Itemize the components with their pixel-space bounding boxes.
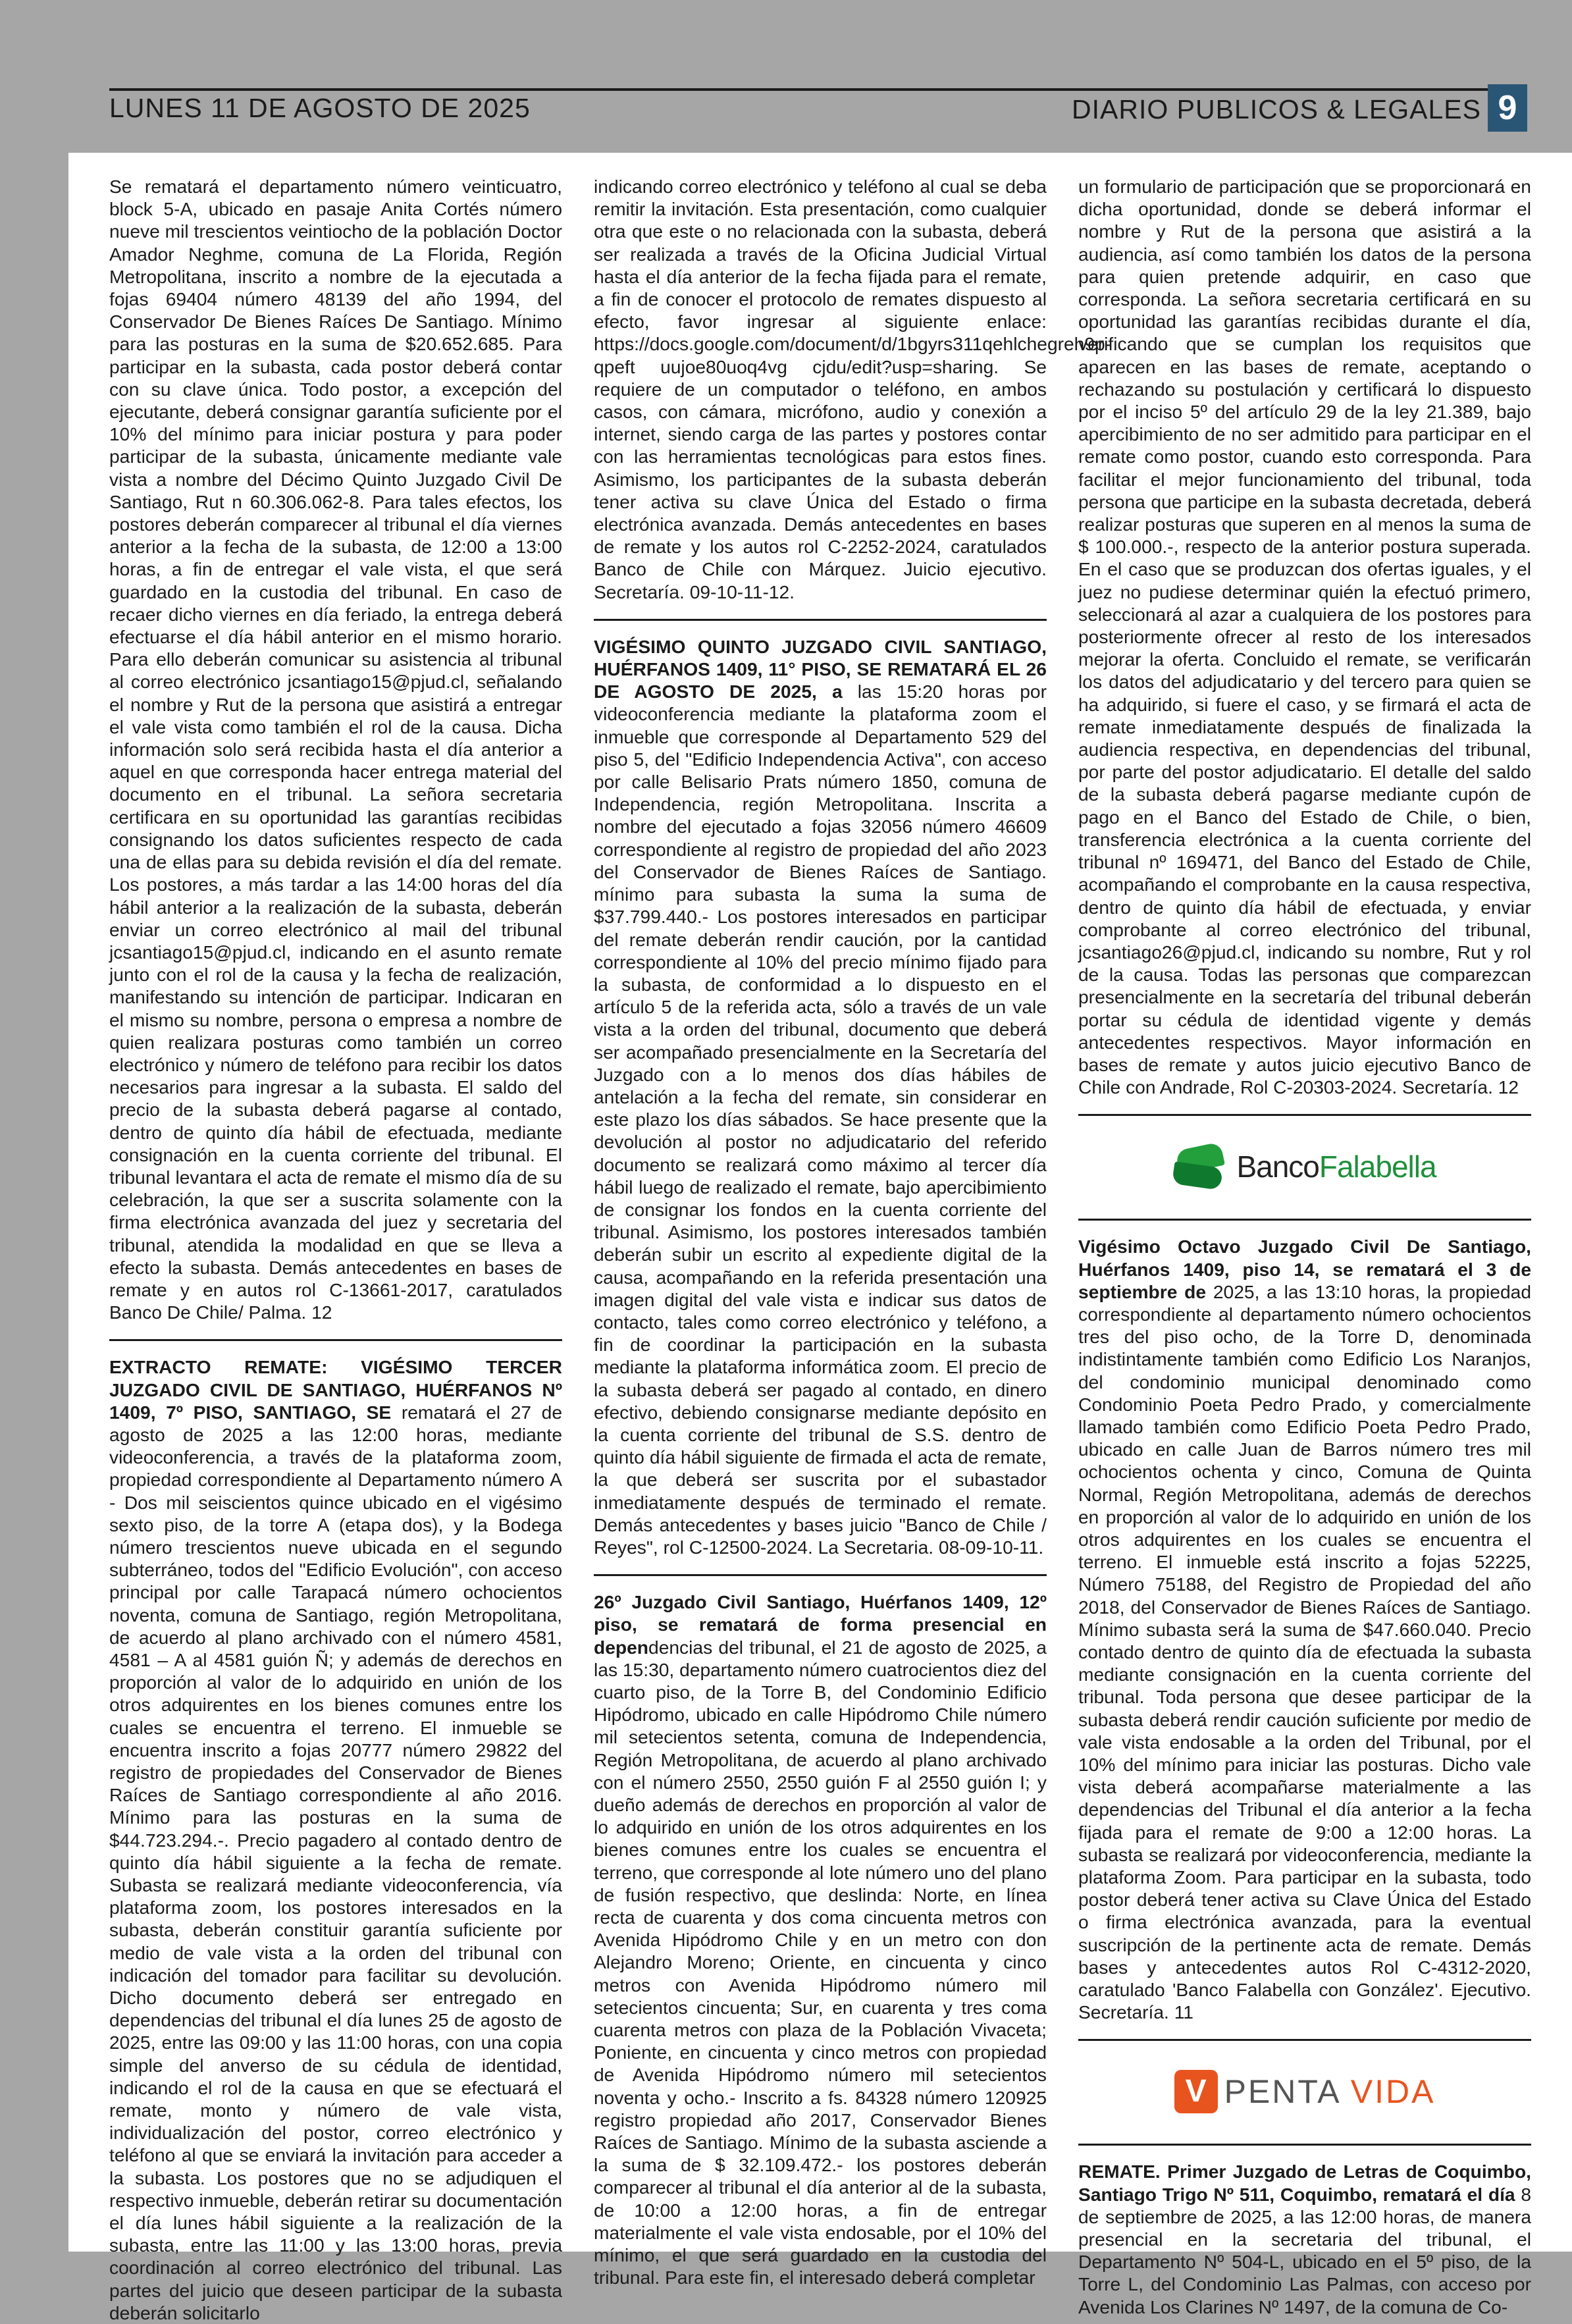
column-1: [109, 175, 562, 2323]
penta-vida-logo: [1174, 2070, 1436, 2113]
header-publication: DIARIO PUBLICOS & LEGALES: [1072, 94, 1481, 124]
separator: [109, 1339, 562, 1341]
notice-6: un formulario de participación que se proporcionará en dicha oportunidad, donde se deberá informar el nombre y Rut de la persona que asistirá a la audiencia, así como también los datos de la persona para quien pretende adquirir, en caso que corresponda. La señora secretaria certificará en su oportunidad las garantías recibidas durante el día, verificando que se cumplan los requisitos que aparecen en las bases de remate, aceptando o rechazando su postulación y certificará lo dispuesto por el inciso 5º del artículo 29 de la ley 21.389, bajo apercibimiento de no ser admitido para participar en el remate como postor, cuando esto corresponda. Para facilitar el mejor funcionamiento del tribunal, toda persona que participe en la subasta decretada, deberá realizar posturas que superen en al menos la suma de $ 100.000.-, respecto de la anterior postura superada. En el caso que se produzcan dos ofertas iguales, y el juez no pudiese determinar quién la efectuó primero, seleccionará al azar a cualquiera de los postores para posteriormente ofrecer al resto de los interesados mejorar la oferta. Concluido el remate, se verificarán los datos del adjudicatario y del tercero para quien se ha adquirido, si fuere el caso, y se firmará el acta de remate inmediatamente después de finalizada la audiencia respectiva, en dependencias del tribunal, por parte del postor adjudicatario. El detalle del saldo de la subasta deberá pagarse mediante cupón de pago en el Banco del Estado de Chile, o bien, transferencia electrónica a la cuenta corriente del tribunal nº 169471, del Banco del Estado de Chile, acompañando el comprobante en la causa respectiva, dentro de quinto día hábil de efectuada, y enviar comprobante al correo electrónico del tribunal, jcsantiago26@pjud.cl, indicando su nombre, Rut y rol de la causa. Todas las personas que comparezcan presencialmente en la secretaría del tribunal deberán portar su cédula de identidad vigente y demás antecedentes respectivos. Mayor información en bases de remate y autos juicio ejecutivo Banco de Chile con Andrade, Rol C-20303-2024. Secretaría. 12: [1078, 176, 1531, 1098]
notice-3: indicando correo electrónico y teléfono al cual se deba remitir la invitación. Esta presentación, como cualquier otra que este o no relacionada con la subasta, deberá ser realizada a través de la Oficina Judicial Virtual hasta el día anterior de la fecha fijada para el remate, a fin de conocer el protocolo de remates dispuesto al efecto, favor ingresar al siguiente enlace: https://docs.google.com/document/d/1bgyrs311qehlchegreh9p-qpeft uujoe80uoq4vg cjdu/edit?usp=sharing. Se requiere de un computador o teléfono, en ambos casos, con cámara, micrófono, audio y conexión a internet, siendo carga de las partes y postores contar con las herramientas tecnológicas para estos fines. Asimismo, los participantes de la subasta deberán tener activa su clave Única del Estado o firma electrónica avanzada. Demás antecedentes en bases de remate y los autos rol C-2252-2024, caratulados Banco de Chile con Márquez. Juicio ejecutivo. Secretaría. 09-10-11-12.: [594, 176, 1112, 602]
separator: [594, 1574, 1047, 1576]
column-2: [594, 175, 1112, 2288]
separator: [594, 619, 1047, 621]
banco-falabella-ad: [1078, 1130, 1531, 1203]
separator: [1078, 1219, 1531, 1221]
notice-1: Se rematará el departamento número veinticuatro, block 5-A, ubicado en pasaje Anita Cortés número nueve mil trescientos veintiocho de la población Doctor Amador Neghme, comuna de La Florida, Región Metropolitana, inscrito a nombre de la ejecutada a fojas 69404 número 48139 del año 1994, del Conservador De Bienes Raíces De Santiago. Mínimo para las posturas en la suma de $20.652.685. Para participar en la subasta, cada postor deberá contar con su clave única. Todo postor, a excepción del ejecutante, deberá consignar garantía suficiente por el 10% del mínimo para iniciar postura y para poder participar de la subasta, únicamente mediante vale vista a nombre del Décimo Quinto Juzgado Civil De Santiago, Rut n 60.306.062-8. Para tales efectos, los postores deberán comparecer al tribunal el día viernes anterior a la fecha de la subasta, de 12:00 a 13:00 horas, a fin de entregar el vale vista, el que será guardado en la custodia del tribunal. En caso de recaer dicho viernes en día feriado, la entrega deberá efectuarse el día hábil anterior en el mismo horario. Para ello deberán comunicar su asistencia al tribunal al correo electrónico jcsantiago15@pjud.cl, señalando el nombre y Rut de la persona que asistirá a entregar el vale vista como también el rol de la causa. Dicha información solo será recibida hasta el día anterior a aquel en que corresponda hacer entrega material del documento en el tribunal. La señora secretaria certificara en su oportunidad las garantías recibidas consignando los datos suficientes respecto de cada una de ellas para su debida revisión el día del remate. Los postores, a más tardar a las 14:00 horas del día hábil anterior a la realización de la subasta, deberán enviar un correo electrónico al mail del tribunal jcsantiago15@pjud.cl, indicando en el asunto remate junto con el rol de la causa y la fecha de realización, manifestando su intención de participar. Indicaran en el mismo su nombre, persona o empresa a nombre de quien realizara posturas como también un correo electrónico y número de teléfono para recibir los datos necesarios para ingresar a la subasta. El saldo del precio de la subasta deberá pagarse al contado, dentro de quinto día hábil de efectuada, mediante consignación en la cuenta corriente del tribunal. El tribunal levantara el acta de remate el mismo día de su celebración, la que ser a suscrita solamente con la firma electrónica avanzada del juez y secretaria del tribunal, atendida la modalidad en que se lleva a efecto la subasta. Demás antecedentes en bases de remate y en autos rol C-13661-2017, caratulados Banco De Chile/ Palma. 12: [109, 176, 562, 1323]
banco-falabella-wordmark: BancoFalabella: [1236, 1149, 1436, 1184]
header-date: LUNES 11 DE AGOSTO DE 2025: [109, 93, 531, 123]
notice-8: REMATE. Primer Juzgado de Letras de Coquimbo, Santiago Trigo Nº 511, Coquimbo, rematará el día 8 de septiembre de 2025, a las 12:00 horas, de manera presencial en la secretaria del tribunal, el Departamento Nº 504-L, ubicado en el 5º piso, de la Torre L, del Condominio Las Palmas, con acceso por Avenida Los Clarines Nº 1497, de la comuna de Co-: [1078, 2161, 1531, 2317]
banco-falabella-logo: [1173, 1144, 1436, 1190]
column-3: [1078, 175, 1531, 2317]
penta-vida-ad: [1078, 2055, 1531, 2128]
separator: [1078, 2144, 1531, 2146]
notice-2: EXTRACTO REMATE: VIGÉSIMO TERCER JUZGADO CIVIL DE SANTIAGO, HUÉRFANOS Nº 1409, 7º PISO, SANTIAGO, SE rematará el 27 de agosto de 2025 a las 12:00 horas, mediante videoconferencia, a través de la plataforma zoom, propiedad correspondiente al Departamento número A - Dos mil seiscientos quince ubicado en el vigésimo sexto piso, de la torre A (etapa dos), y la Bodega número trescientos nueve ubicada en el segundo subterráneo, todos del "Edificio Evolución", con acceso principal por calle Tarapacá número ochocientos noventa, comuna de Santiago, región Metropolitana, de acuerdo al plano archivado con el número 4581, 4581 – A al 4581 guión Ñ; y además de derechos en proporción al valor de lo adquirido en unión de los otros adquirentes en los bienes comunes entre los cuales se encuentra el terreno. El inmueble se encuentra inscrito a fojas 20777 número 29822 del registro de propiedades del Conservador de Bienes Raíces de Santiago correspondiente al año 2016. Mínimo para las posturas en la suma de $44.723.294.-. Precio pagadero al contado dentro de quinto día hábil siguiente a la fecha de remate. Subasta se realizará mediante videoconferencia, vía plataforma zoom, los postores interesados en la subasta, deberán constituir garantía suficiente por medio de vale vista a la orden del tribunal con indicación del tomador para facilitar su devolución. Dicho documento deberá ser entregado en dependencias del tribunal el día lunes 25 de agosto de 2025, entre las 09:00 y las 11:00 horas, con una copia simple del anverso de su cédula de identidad, indicando el rol de la causa en que se efectuará el remate, monto y número de vale vista, individualización del postor, correo electrónico y teléfono al que se enviará la invitación para acceder a la subasta. Los postores que no se adjudiquen el respectivo inmueble, deberán retirar su documentación el día lunes hábil siguiente a la realización de la subasta, entre las 11:00 y las 13:00 horas, previa coordinación al correo electrónico del tribunal. Las partes del juicio que deseen participar de la subasta deberán solicitarlo: [109, 1356, 562, 2323]
penta-v-icon: V: [1174, 2070, 1218, 2113]
notice-7: Vigésimo Octavo Juzgado Civil De Santiago, Huérfanos 1409, piso 14, se rematará el 3 de septiembre de 2025, a las 13:10 horas, la propiedad correspondiente al departamento número ochocientos tres del piso ocho, de la Torre D, denominada indistintamente también como Edificio Los Naranjos, del condominio municipal denominado como Condominio Poeta Pedro Prado, y comercialmente llamado también como Edificio Poeta Pedro Prado, ubicado en calle Juan de Barros número tres mil ochocientos ochenta y cinco, Comuna de Quinta Normal, Región Metropolitana, además de derechos en proporción al valor de lo adquirido en unión de los otros adquirentes en los cuales se encuentra el terreno. El inmueble está inscrito a fojas 52225, Número 75188, del Registro de Propiedad del año 2018, del Conservador de Bienes Raíces de Santiago. Mínimo subasta será la suma de $47.660.040. Precio contado dentro de quinto día de efectuada la subasta mediante consignación en la cuenta corriente del tribunal. Toda persona que desee participar de la subasta deberá rendir caución suficiente por medio de vale vista endosable a la orden del Tribunal, por el 10% del mínimo para iniciar las posturas. Dicho vale vista deberá acompañarse materialmente a las dependencias del Tribunal el día anterior a la fecha fijada para el remate de 9:00 a 12:00 horas. La subasta se realizará por videoconferencia, mediante la plataforma Zoom. Para participar en la subasta, todo postor deberá tener activa su Clave Única del Estado o firma electrónica avanzada, para la eventual suscripción de la pertinente acta de remate. Demás bases y antecedentes autos Rol C-4312-2020, caratulado 'Banco Falabella con González'. Ejecutivo. Secretaría. 11: [1078, 1236, 1531, 2023]
notice-4: VIGÉSIMO QUINTO JUZGADO CIVIL SANTIAGO, HUÉRFANOS 1409, 11° PISO, SE REMATARÁ EL 26 DE AGOSTO DE 2025, a las 15:20 horas por videoconferencia mediante la plataforma zoom el inmueble que corresponde al Departamento 529 del piso 5, del "Edificio Independencia Activa", con acceso por calle Belisario Prats número 1850, comuna de Independencia, región Metropolitana. Inscrita a nombre del ejecutado a fojas 32056 número 46609 correspondiente al registro de propiedad del año 2023 del Conservador de Bienes Raíces de Santiago. mínimo para subasta la suma la suma de $37.799.440.- Los postores interesados en participar del remate deberán rendir caución, por la cantidad correspondiente al 10% del precio mínimo fijado para la subasta, de conformidad a lo dispuesto en el artículo 5 de la referida acta, sólo a través de un vale vista a la orden del tribunal, documento que deberá ser acompañado presencialmente en la Secretaría del Juzgado con a lo menos dos días hábiles de antelación a la fecha del remate, sin considerar en este plazo los días sábados. Se hace presente que la devolución al postor no adjudicatario del referido documento se realizará como máximo al tercer día hábil luego de realizado el remate, bajo apercibimiento de consignar los fondos en la cuenta corriente del tribunal. Asimismo, los postores interesados también deberán subir un escrito al expediente digital de la causa, acompañando en la referida presentación una imagen digital del vale vista e indicar sus datos de contacto, tales como correo electrónico y teléfono, a fin de coordinar la participación en la subasta mediante la plataforma informática zoom. El precio de la subasta deberá ser pagado al contado, en dinero efectivo, debiendo consignarse mediante depósito en la cuenta corriente del tribunal de S.S. dentro de quinto día hábil siguiente de firmada el acta de remate, la que deberá ser suscrita por el subastador inmediatamente después de terminado el remate. Demás antecedentes y bases juicio "Banco de Chile / Reyes", rol C-12500-2024. La Secretaria. 08-09-10-11.: [594, 635, 1047, 1558]
separator: [1078, 1114, 1531, 1116]
page-number: 9: [1488, 84, 1527, 132]
falabella-leaf-icon: [1173, 1144, 1227, 1190]
notice-5: 26º Juzgado Civil Santiago, Huérfanos 1409, 12º piso, se rematará de forma presencial en dependencias del tribunal, el 21 de agosto de 2025, a las 15:30, departamento número cuatrocientos diez del cuarto piso, de la Torre B, del Condominio Edificio Hipódromo, ubicado en calle Hipódromo Chile número mil setecientos setenta, comuna de Independencia, Región Metropolitana, de acuerdo al plano archivado con el número 2550, 2550 guión F al 2550 guión I; y dueño además de derechos en proporción al valor de lo adquirido en unión de los otros adquirentes en los bienes comunes entre los cuales se encuentra el terreno, que corresponde al lote número uno del plano de fusión respectivo, que deslinda: Norte, en línea recta de cuarenta y dos coma cincuenta metros con Avenida Hipódromo Chile y en un metro con don Alejandro Moreno; Oriente, en cincuenta y cinco metros con Avenida Hipódromo número mil setecientos cincuenta; Sur, en cuarenta y tres coma cuarenta metros con plaza de la Población Vivaceta; Poniente, en cincuenta y cinco metros con propiedad de Avenida Hipódromo número mil setecientos noventa y ocho.- Inscrito a fs. 84328 número 120925 registro propiedad año 2017, Conservador Bienes Raíces de Santiago. Mínimo de la subasta asciende a la suma de $ 32.109.472.- los postores deberán comparecer al tribunal el día anterior al de la subasta, de 10:00 a 12:00 horas, a fin de entregar materialmente el vale vista endosable, por el 10% del mínimo, el que será guardado en la custodia del tribunal. Para este fin, el interesado deberá completar: [594, 1591, 1047, 2288]
separator: [1078, 2039, 1531, 2041]
penta-vida-wordmark: PENTA VIDA: [1224, 2073, 1436, 2111]
